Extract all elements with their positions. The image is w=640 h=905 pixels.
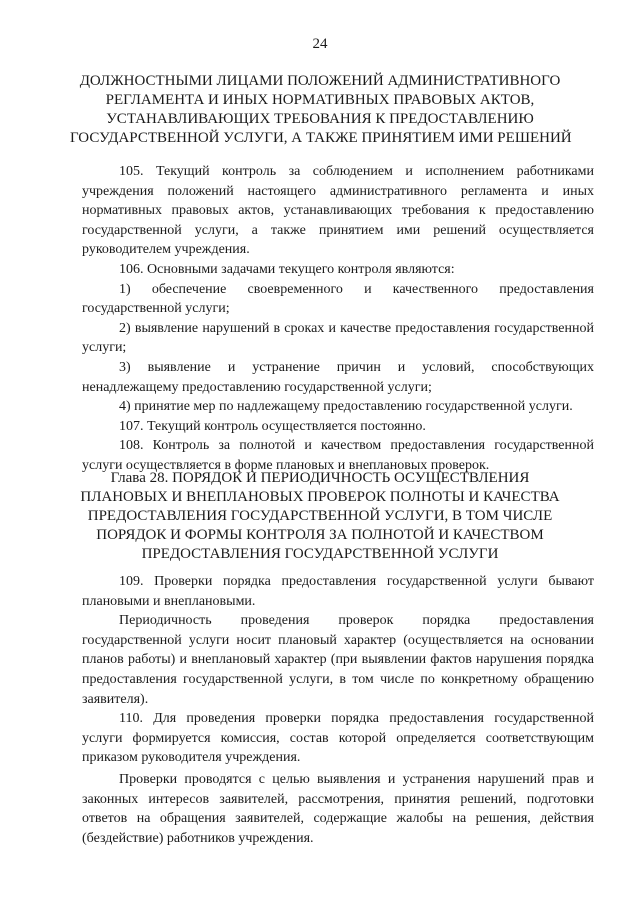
section-heading [70,72,570,148]
list-item-2: 2) выявление нарушений в сроках и качестве предоставления государственной услуги; [82,320,594,356]
paragraph-106: 106. Основными задачами текущего контроля являются: [119,261,455,277]
list-item-3: 3) выявление и устранение причин и условий, способствующих ненадлежащему предоставлению государственной услуги; [82,359,594,395]
paragraph-109: 109. Проверки порядка предоставления государственной услуги бывают плановыми и внеплановыми. [82,574,594,609]
section-heading-line: ГОСУДАРСТВЕННОЙ УСЛУГИ, А ТАКЖЕ ПРИНЯТИЕМ ИМИ РЕШЕНИЙ [70,130,572,146]
list-item-1: 1) обеспечение своевременного и качественного предоставления государственной услуги; [82,281,594,317]
section-heading-line: УСТАНАВЛИВАЮЩИХ ТРЕБОВАНИЯ К ПРЕДОСТАВЛЕНИЮ [106,111,534,127]
chapter-heading-line: ПРЕДОСТАВЛЕНИЯ ГОСУДАРСТВЕННОЙ УСЛУГИ [141,546,499,562]
body-text-part1 [82,162,594,476]
paragraph-110: 110. Для проведения проверки порядка предоставления государственной услуги формируется комиссия, состав которой определяется соответствующим приказом руководителя учреждения. [82,711,594,766]
chapter-heading-line: ПРЕДОСТАВЛЕНИЯ ГОСУДАРСТВЕННОЙ УСЛУГИ, В ТОМ ЧИСЛЕ [87,508,553,524]
body-text-part2 [82,572,594,848]
section-heading-line: РЕГЛАМЕНТА И ИНЫХ НОРМАТИВНЫХ ПРАВОВЫХ АКТОВ, [105,92,535,108]
page-number: 24 [312,36,328,52]
paragraph-105: 105. Текущий контроль за соблюдением и исполнением работниками учреждения положений настоящего административного регламента и иных нормативных правовых актов, устанавливающих требования к предоставлению государственной услуги, а также принятием ими решений осуществляется руководителем учреждения. [82,164,594,258]
paragraph-inspections-purpose: Проверки проводятся с целью выявления и устранения нарушений прав и законных интересов заявителей, рассмотрения, принятия решений, подготовки ответов на обращения заявителей, содержащие жалобы на решения, действия (бездействие) работников учреждения. [82,771,594,846]
paragraph-periodicity: Периодичность проведения проверок порядка предоставления государственной услуги носит плановый характер (осуществляется на основании планов работы) и внеплановый характер (при выявлении фактов нарушения порядка предоставления государственной услуги, в том числе по конкретному обращению заявителя). [82,613,594,707]
chapter-heading-line: ПОРЯДОК И ФОРМЫ КОНТРОЛЯ ЗА ПОЛНОТОЙ И КАЧЕСТВОМ [96,527,544,543]
paragraph-107: 107. Текущий контроль осуществляется постоянно. [119,418,426,434]
chapter-heading [70,469,570,564]
paragraph-108: 108. Контроль за полнотой и качеством предоставления государственной услуги осуществляется в форме плановых и внеплановых проверок. [82,438,594,473]
list-item-4: 4) принятие мер по надлежащему предоставлению государственной услуги. [119,399,573,415]
chapter-heading-line: Глава 28. ПОРЯДОК И ПЕРИОДИЧНОСТЬ ОСУЩЕСТВЛЕНИЯ [110,470,530,486]
section-heading-line: ДОЛЖНОСТНЫМИ ЛИЦАМИ ПОЛОЖЕНИЙ АДМИНИСТРАТИВНОГО [79,73,561,89]
chapter-heading-line: ПЛАНОВЫХ И ВНЕПЛАНОВЫХ ПРОВЕРОК ПОЛНОТЫ И КАЧЕСТВА [80,489,560,505]
